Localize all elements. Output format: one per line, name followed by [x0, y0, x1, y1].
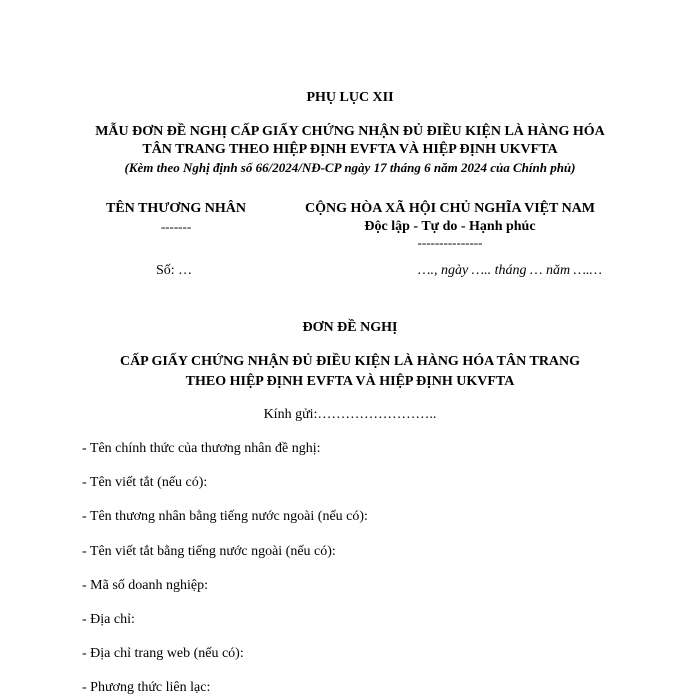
field-official-name: - Tên chính thức của thương nhân đề nghị:: [82, 441, 321, 456]
date-line: …., ngày ….. tháng … năm ….…: [418, 263, 602, 278]
field-foreign-short-name: - Tên viết tắt bằng tiếng nước ngoài (nếu có):: [82, 544, 336, 559]
field-short-name: - Tên viết tắt (nếu có):: [82, 475, 208, 490]
recipient-line: Kính gửi:……………………..: [263, 407, 437, 422]
field-foreign-name: - Tên thương nhân bằng tiếng nước ngoài (nếu có):: [82, 509, 368, 524]
field-enterprise-code: - Mã số doanh nghiệp:: [82, 578, 208, 593]
decree-note: (Kèm theo Nghị định số 66/2024/NĐ-CP ngày 17 tháng 6 năm 2024 của Chính phủ): [124, 160, 576, 175]
motto: Độc lập - Tự do - Hạnh phúc: [364, 219, 536, 234]
document-number: Số: …: [156, 263, 193, 278]
field-contact-method: - Phương thức liên lạc:: [82, 680, 211, 695]
field-website: - Địa chỉ trang web (nếu có):: [82, 646, 244, 661]
appendix-title: PHỤ LỤC XII: [306, 90, 394, 105]
form-title-line2: TÂN TRANG THEO HIỆP ĐỊNH EVFTA VÀ HIỆP ĐỊNH UKVFTA: [142, 142, 558, 157]
form-title-line1: MẪU ĐƠN ĐỀ NGHỊ CẤP GIẤY CHỨNG NHẬN ĐỦ ĐIỀU KIỆN LÀ HÀNG HÓA: [95, 124, 605, 139]
country-name: CỘNG HÒA XÃ HỘI CHỦ NGHĨA VIỆT NAM: [304, 201, 595, 216]
field-address: - Địa chỉ:: [82, 612, 135, 627]
trader-name: TÊN THƯƠNG NHÂN: [105, 201, 246, 216]
application-subtitle-line1: CẤP GIẤY CHỨNG NHẬN ĐỦ ĐIỀU KIỆN LÀ HÀNG HÓA TÂN TRANG: [119, 354, 581, 369]
trader-separator: -------: [160, 219, 192, 234]
application-title: ĐƠN ĐỀ NGHỊ: [302, 320, 398, 335]
motto-separator: ---------------: [417, 235, 483, 250]
application-subtitle-line2: THEO HIỆP ĐỊNH EVFTA VÀ HIỆP ĐỊNH UKVFTA: [185, 374, 515, 389]
